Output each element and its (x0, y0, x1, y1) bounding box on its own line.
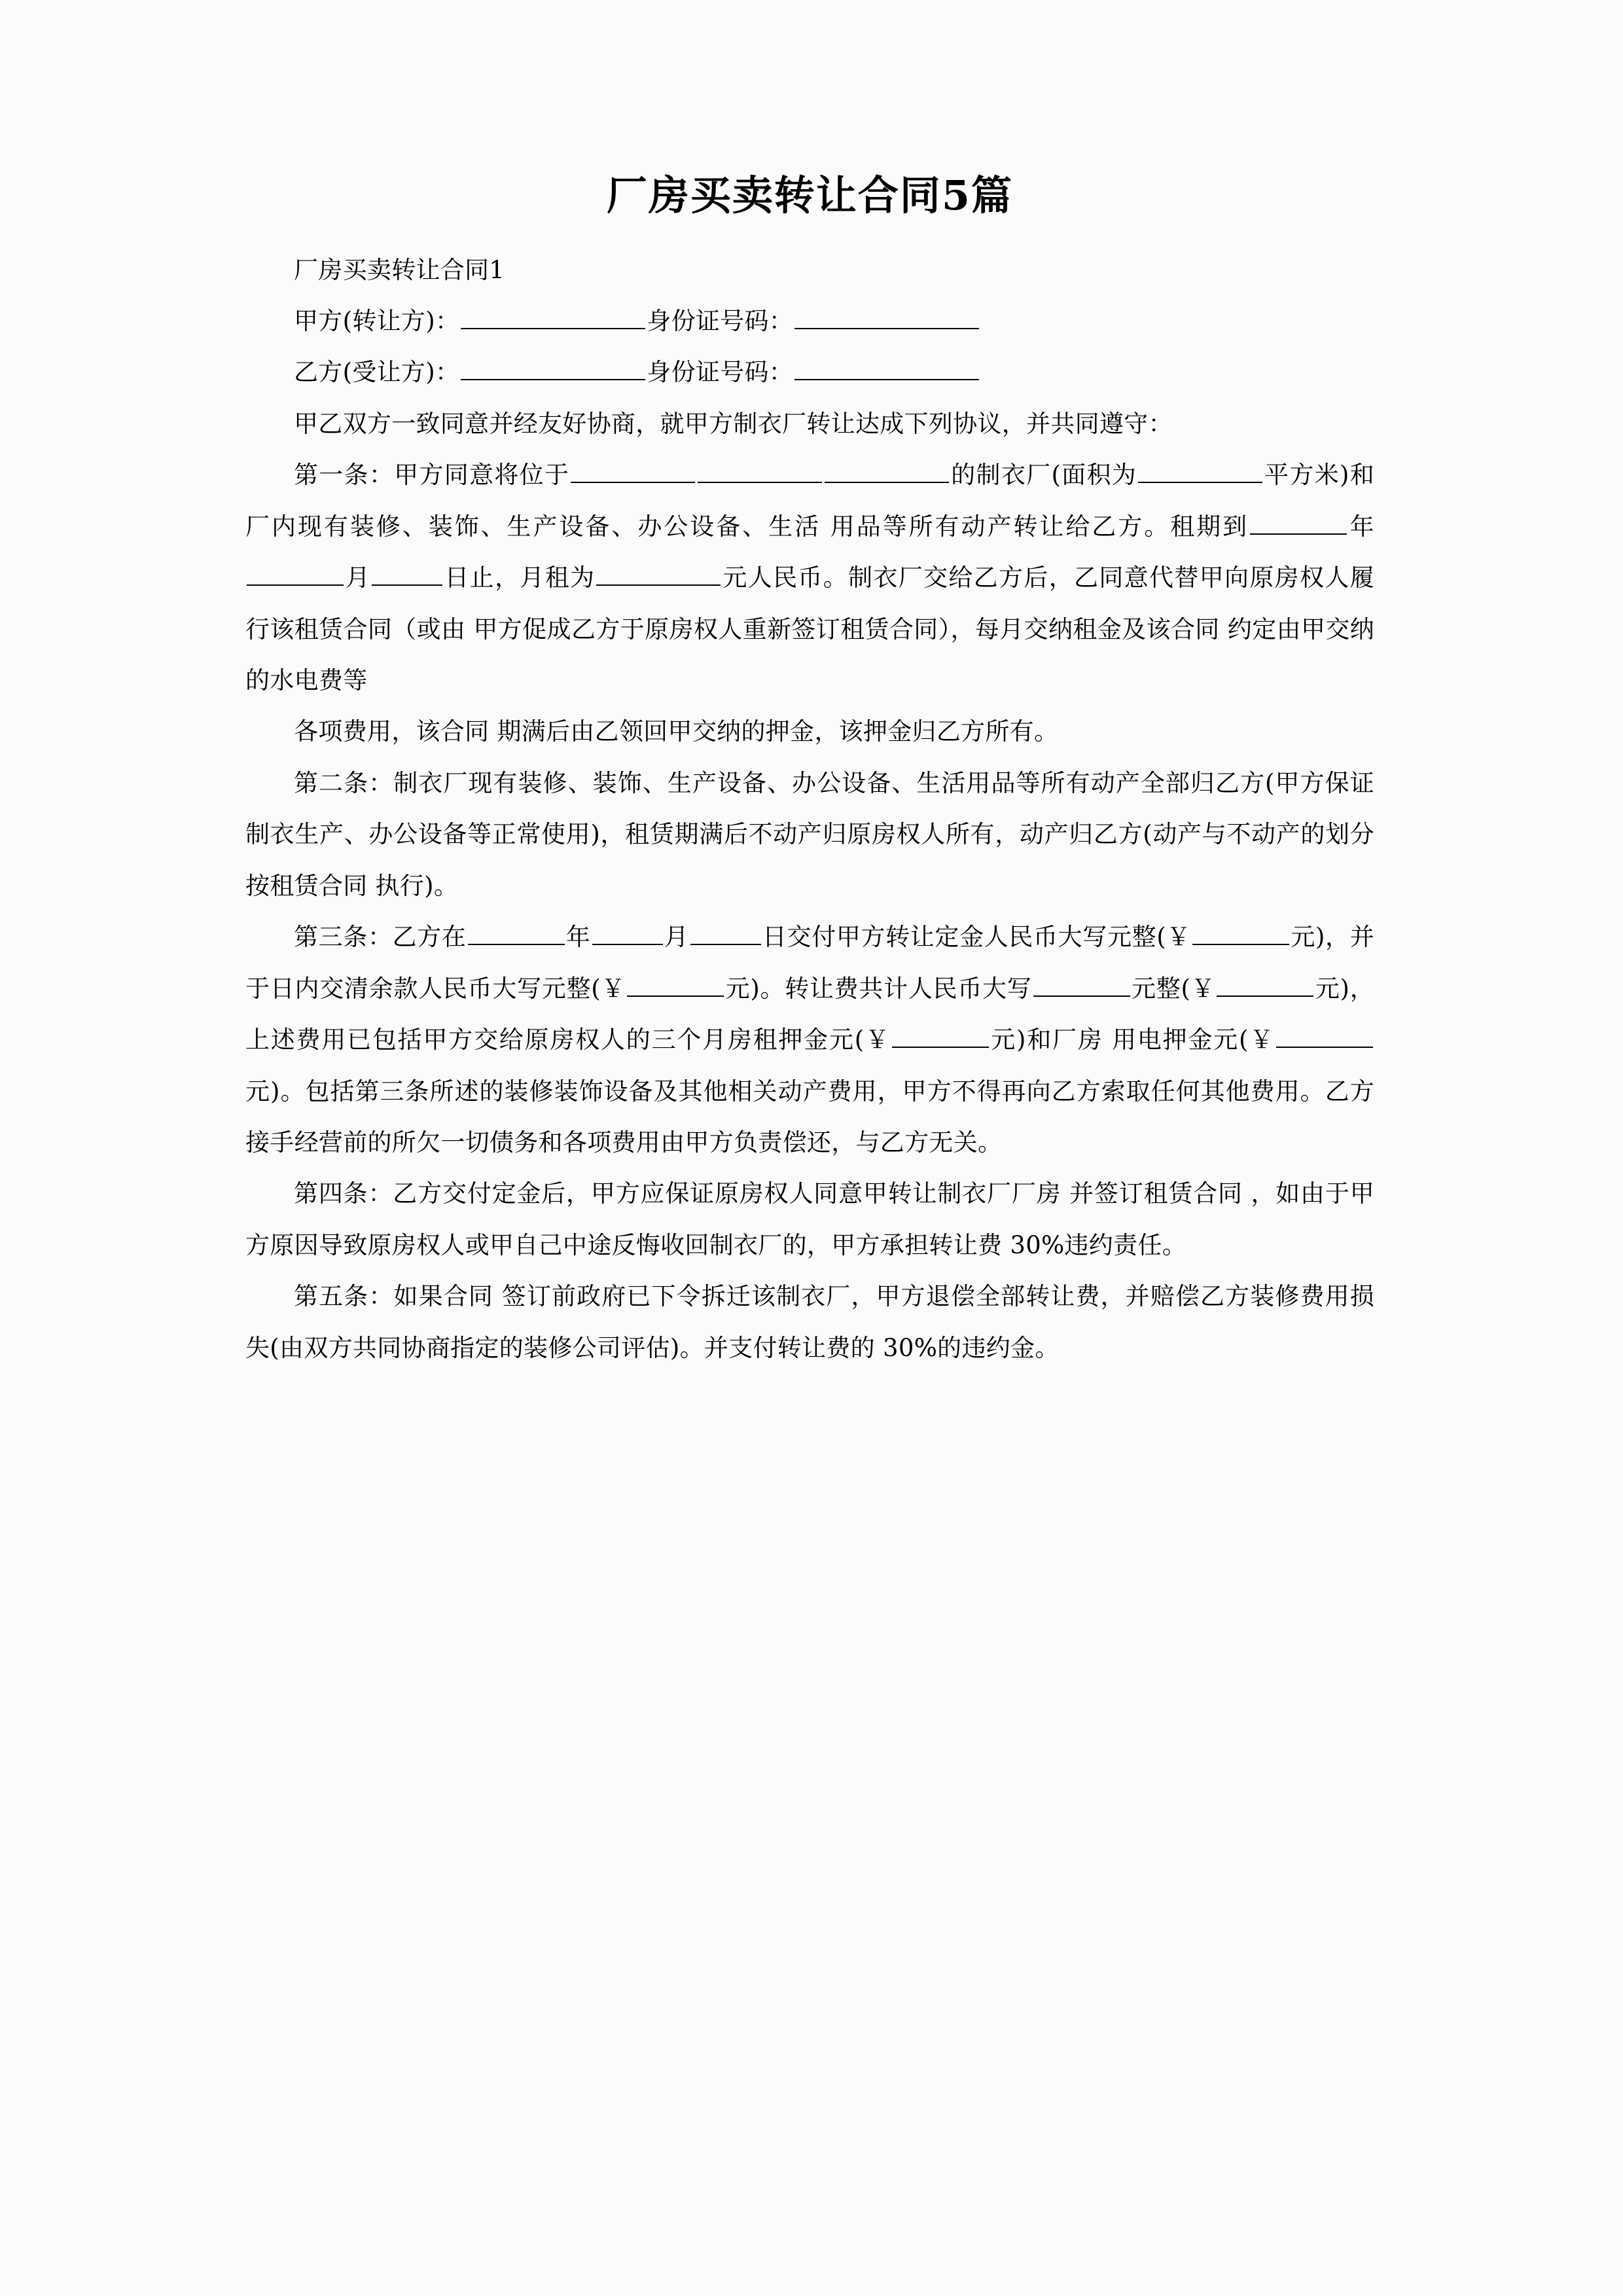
party-b-id-blank[interactable] (794, 355, 979, 381)
article-1-location-blank-3[interactable] (825, 457, 949, 484)
article-3-total-amount-blank[interactable] (1217, 971, 1313, 997)
party-b-label: 乙方(受让方)： (294, 358, 460, 387)
page-title: 厂房买卖转让合同5篇 (606, 171, 1014, 219)
article-3-seg-6: 元整(￥ (1131, 974, 1216, 1003)
article-3-seg-5: 元)。转让费共计人民币大写 (725, 974, 1032, 1003)
article-3-seg-3: 日交付甲方转让定金人民币大写元整(￥ (762, 923, 1191, 952)
party-a-line (245, 296, 1374, 347)
article-4-label: 第四条： (294, 1179, 393, 1208)
article-5-label: 第五条： (294, 1282, 394, 1311)
article-3-total-words-blank[interactable] (1033, 971, 1130, 997)
article-1-month-blank[interactable] (247, 560, 344, 586)
article-1-year-blank[interactable] (1250, 509, 1347, 535)
article-3-year-blank[interactable] (468, 919, 565, 945)
article-3-deposit-amount-blank[interactable] (1192, 919, 1289, 945)
party-a-name-blank[interactable] (461, 303, 645, 329)
article-1-location-blank-2[interactable] (698, 457, 822, 484)
article-3-seg-2: 月 (664, 923, 689, 952)
article-3-seg-8: 元)和厂房 用电押金元(￥ (990, 1026, 1275, 1054)
party-b-line (245, 347, 1374, 398)
article-3-paragraph (245, 912, 1374, 1168)
party-b-id-label: 身份证号码： (647, 358, 794, 387)
document-content (245, 170, 1374, 1374)
article-3-seg-7: 元)，上述费用已包括甲方交给原房权人的三个月房租押金元(￥ (245, 974, 1374, 1054)
article-5-paragraph (245, 1271, 1374, 1374)
article-1-seg-2: 平方米)和厂内现有装修、装饰、生产设备、办公设备、生活 用品等所有动产转让给乙方。租期到 (245, 461, 1374, 541)
article-3-seg-9: 元)。包括第三条所述的装修装饰设备及其他相关动产费用，甲方不得再向乙方索取任何其他费用。乙方接手经营前的所欠一切债务和各项费用由甲方负责偿还，与乙方无关。 (245, 1077, 1374, 1157)
article-1-seg-1: 的制衣厂(面积为 (950, 461, 1137, 490)
preamble-paragraph: 甲乙双方一致同意并经友好协商，就甲方制衣厂转让达成下列协议，并共同遵守： (294, 409, 1173, 438)
article-3-balance-amount-blank[interactable] (627, 971, 724, 997)
article-1-seg-6: 元人民币。制衣厂交给乙方后，乙同意代替甲向原房权人履行该租赁合同（或由 甲方促成乙方于原房权人重新签订租赁合同），每月交纳租金及该合同 约定由甲交纳的水电费等 (245, 564, 1374, 694)
article-1-label: 第一条： (294, 461, 395, 490)
article-3-day-blank[interactable] (690, 919, 761, 945)
article-1-seg-3: 年 (1348, 512, 1374, 541)
article-1-day-blank[interactable] (372, 560, 442, 586)
article-4-paragraph (245, 1168, 1374, 1271)
article-1-location-blank-1[interactable] (571, 457, 695, 484)
article-1-continued-paragraph: 各项费用，该合同 期满后由乙领回甲交纳的押金，该押金归乙方所有。 (294, 717, 1059, 746)
article-5-text: 如果合同 签订前政府已下令拆迁该制衣厂，甲方退偿全部转让费，并赔偿乙方装修费用损失(由双方共同协商指定的装修公司评估)。并支付转让费的 30%的违约金。 (245, 1282, 1374, 1362)
article-2-text: 制衣厂现有装修、装饰、生产设备、办公设备、生活用品等所有动产全部归乙方(甲方保证制衣生产、办公设备等正常使用)，租赁期满后不动产归原房权人所有，动产归乙方(动产与不动产的划分按租赁合同 执行)。 (245, 768, 1375, 900)
article-1-area-blank[interactable] (1138, 457, 1262, 484)
article-1-seg-4: 月 (345, 564, 371, 592)
article-4-text: 乙方交付定金后，甲方应保证原房权人同意甲转让制衣厂厂房 并签订租赁合同 ，如由于甲方原因导致原房权人或甲自己中途反悔收回制衣厂的，甲方承担转让费 30%违约责任。 (245, 1179, 1374, 1259)
party-a-id-blank[interactable] (794, 303, 979, 329)
article-3-seg-0: 乙方在 (392, 923, 467, 952)
article-1-seg-5: 日止，月租为 (444, 564, 596, 592)
section-heading: 厂房买卖转让合同1 (294, 255, 505, 284)
article-2-paragraph (245, 758, 1374, 912)
article-3-label: 第三条： (294, 923, 393, 952)
article-1-seg-0: 甲方同意将位于 (394, 461, 570, 490)
article-3-electric-deposit-blank[interactable] (1276, 1022, 1373, 1048)
article-2-label: 第二条： (294, 768, 394, 797)
party-a-label: 甲方(转让方)： (294, 306, 460, 335)
article-3-seg-1: 年 (565, 923, 591, 952)
article-3-month-blank[interactable] (592, 919, 663, 945)
article-3-seg-4: 元)，并于日内交清余款人民币大写元整(￥ (245, 923, 1374, 1003)
article-1-rent-blank[interactable] (596, 560, 721, 586)
article-1-paragraph (245, 450, 1374, 706)
party-a-id-label: 身份证号码： (647, 306, 794, 335)
party-b-name-blank[interactable] (461, 355, 645, 381)
article-3-rent-deposit-blank[interactable] (892, 1022, 989, 1048)
